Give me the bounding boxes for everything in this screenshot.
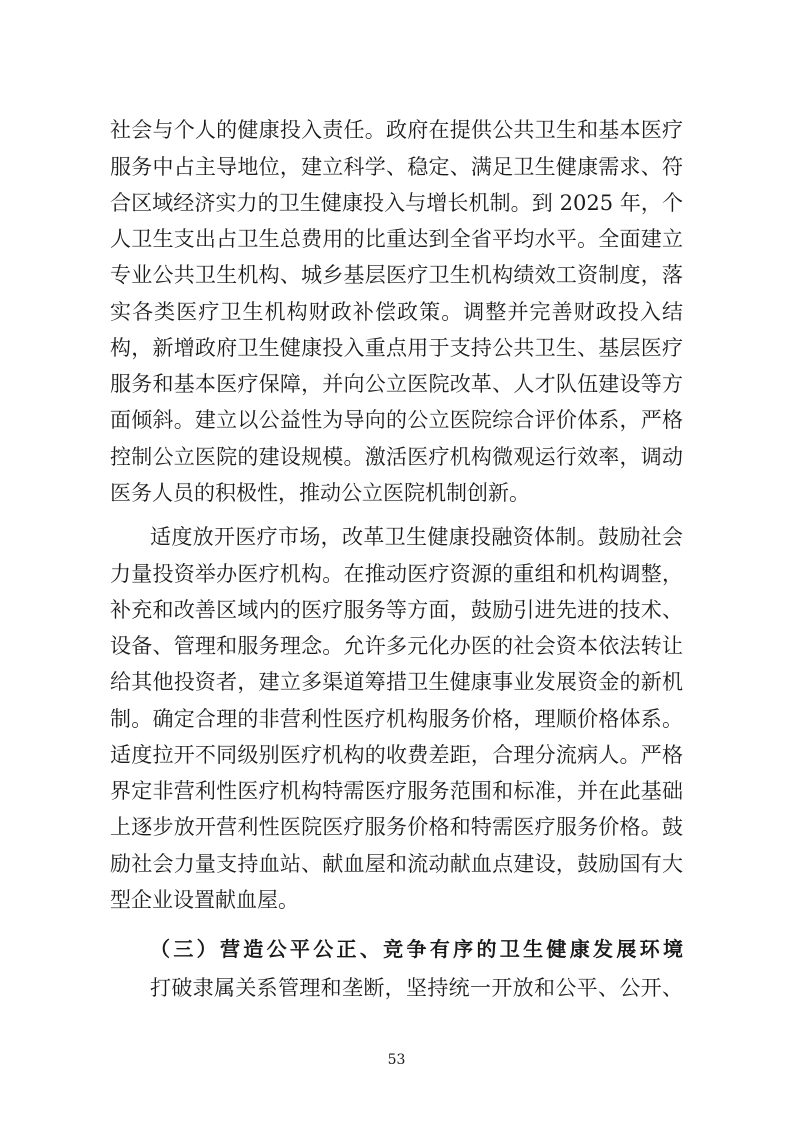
paragraph-line: 设备、管理和服务理念。允许多元化办医的社会资本依法转让	[110, 634, 683, 658]
paragraph-line: 力量投资举办医疗机构。在推动医疗资源的重组和机构调整，	[110, 562, 683, 586]
closing-paragraph-line: 打破隶属关系管理和垄断，坚持统一开放和公平、公开、	[150, 976, 683, 1000]
paragraph-line: 励社会力量支持血站、献血屋和流动献血点建设，鼓励国有大	[110, 852, 683, 876]
paragraph-line: 界定非营利性医疗机构特需医疗服务范围和标准，并在此基础	[110, 779, 683, 803]
paragraph-line: 服务和基本医疗保障，并向公立医院改革、人才队伍建设等方	[110, 372, 683, 396]
paragraph-line: 合区域经济实力的卫生健康投入与增长机制。到 2025 年，个	[110, 191, 683, 215]
paragraph-line: 适度拉开不同级别医疗机构的收费差距，合理分流病人。严格	[110, 743, 683, 767]
paragraph-line: 专业公共卫生机构、城乡基层医疗卫生机构绩效工资制度，落	[110, 263, 683, 287]
paragraph-line: 医务人员的积极性，推动公立医院机制创新。	[110, 481, 530, 505]
paragraph-line: 社会与个人的健康投入责任。政府在提供公共卫生和基本医疗	[110, 118, 683, 142]
paragraph-line: 型企业设置献血屋。	[110, 888, 299, 912]
paragraph-line: 服务中占主导地位，建立科学、稳定、满足卫生健康需求、符	[110, 155, 683, 179]
paragraph-line: 补充和改善区域内的医疗服务等方面，鼓励引进先进的技术、	[110, 598, 683, 622]
paragraph-line: 人卫生支出占卫生总费用的比重达到全省平均水平。全面建立	[110, 227, 683, 251]
paragraph-line: 适度放开医疗市场，改革卫生健康投融资体制。鼓励社会	[150, 525, 683, 549]
paragraph-line: 构，新增政府卫生健康投入重点用于支持公共卫生、基层医疗	[110, 336, 683, 360]
section-heading: （三）营造公平公正、竞争有序的卫生健康发展环境	[150, 937, 683, 961]
paragraph-line: 控制公立医院的建设规模。激活医疗机构微观运行效率，调动	[110, 445, 683, 469]
paragraph-line: 制。确定合理的非营利性医疗机构服务价格，理顺价格体系。	[110, 707, 683, 731]
paragraph-line: 上逐步放开营利性医院医疗服务价格和特需医疗服务价格。鼓	[110, 815, 683, 839]
page-number: 53	[387, 1052, 406, 1068]
paragraph-line: 面倾斜。建立以公益性为导向的公立医院综合评价体系，严格	[110, 408, 683, 432]
paragraph-line: 实各类医疗卫生机构财政补偿政策。调整并完善财政投入结	[110, 300, 683, 324]
paragraph-line: 给其他投资者，建立多渠道筹措卫生健康事业发展资金的新机	[110, 670, 683, 694]
